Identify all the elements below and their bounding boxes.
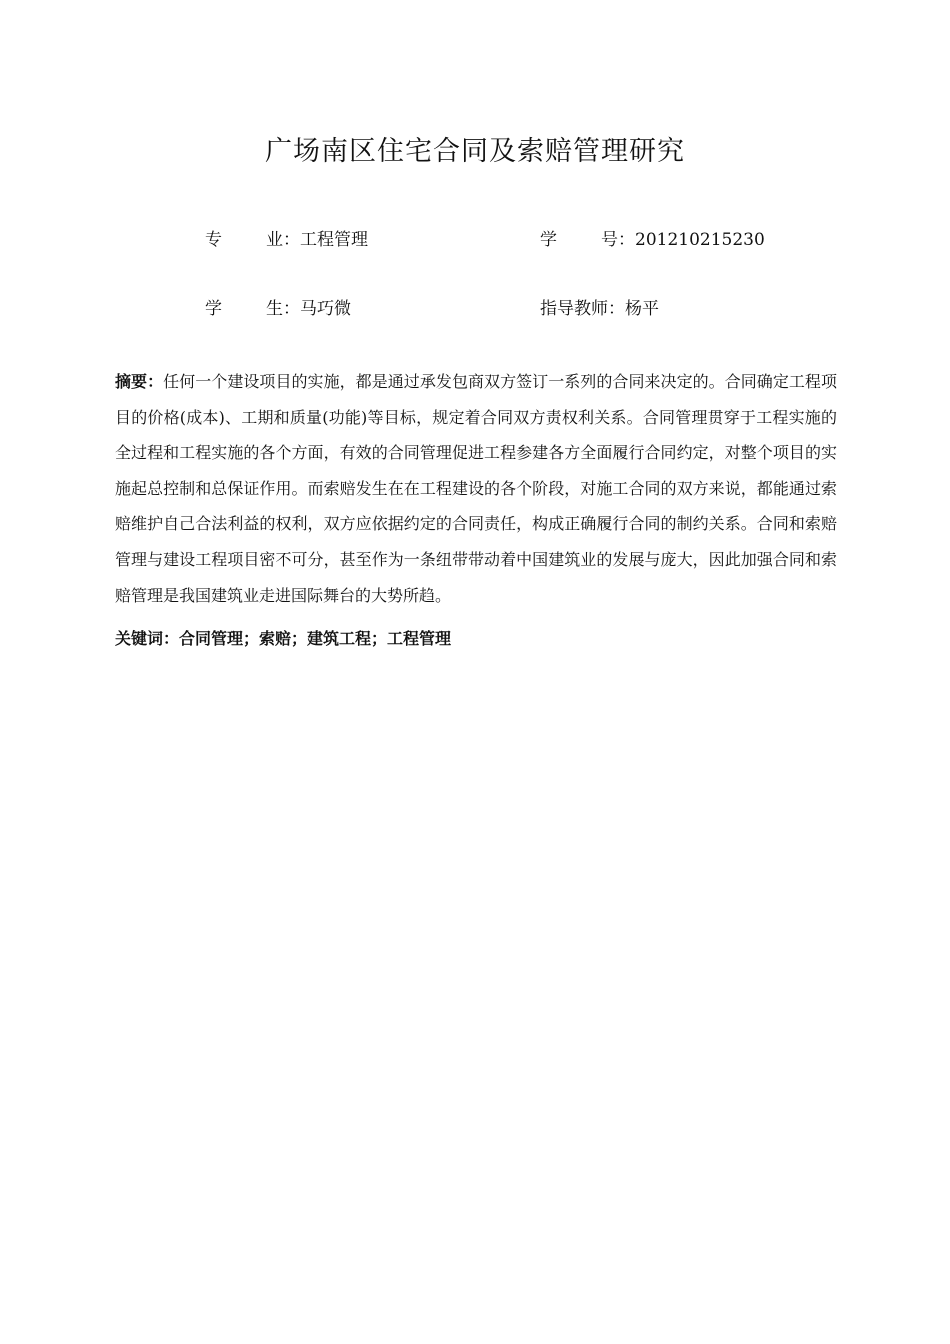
info-major xyxy=(205,226,368,254)
page-title: 广场南区住宅合同及索赔管理研究 xyxy=(265,136,685,167)
abstract-text: 任何一个建设项目的实施，都是通过承发包商双方签订一系列的合同来决定的。合同确定工程项目的价格(成本)、工期和质量(功能)等目标，规定着合同双方责权利关系。合同管理贯穿于工程实施的全过程和工程实施的各个方面，有效的合同管理促进工程参建各方全面履行合同约定，对整个项目的实施起总控制和总保证作用。而索赔发生在在工程建设的各个阶段，对施工合同的双方来说，都能通过索赔维护自己合法利益的权利，双方应依据约定的合同责任，构成正确履行合同的制约关系。合同和索赔管理与建设工程项目密不可分，甚至作为一条纽带带动着中国建筑业的发展与庞大，因此加强合同和索赔管理是我国建筑业走进国际舞台的大势所趋。 xyxy=(115,372,837,605)
student-value: 马巧微 xyxy=(300,299,351,319)
abstract-paragraph xyxy=(115,364,837,613)
major-label-char1: 专 xyxy=(205,230,222,250)
abstract-label: 摘要： xyxy=(115,372,164,391)
keywords-line xyxy=(115,626,837,652)
student-id-value: 201210215230 xyxy=(635,230,765,250)
student-id-label-char2: 号： xyxy=(601,230,635,250)
info-student-id xyxy=(540,226,765,254)
keywords-text: 合同管理；索赔；建筑工程；工程管理 xyxy=(179,629,452,648)
student-label-char2: 生： xyxy=(266,299,300,319)
keywords-label: 关键词： xyxy=(115,629,180,648)
advisor-label: 指导教师： xyxy=(540,299,625,319)
info-student xyxy=(205,295,351,323)
info-advisor xyxy=(540,295,659,323)
student-label-char1: 学 xyxy=(205,299,222,319)
major-label-char2: 业： xyxy=(266,230,300,250)
advisor-value: 杨平 xyxy=(625,299,659,319)
student-id-label-char1: 学 xyxy=(540,230,557,250)
major-value: 工程管理 xyxy=(300,230,368,250)
